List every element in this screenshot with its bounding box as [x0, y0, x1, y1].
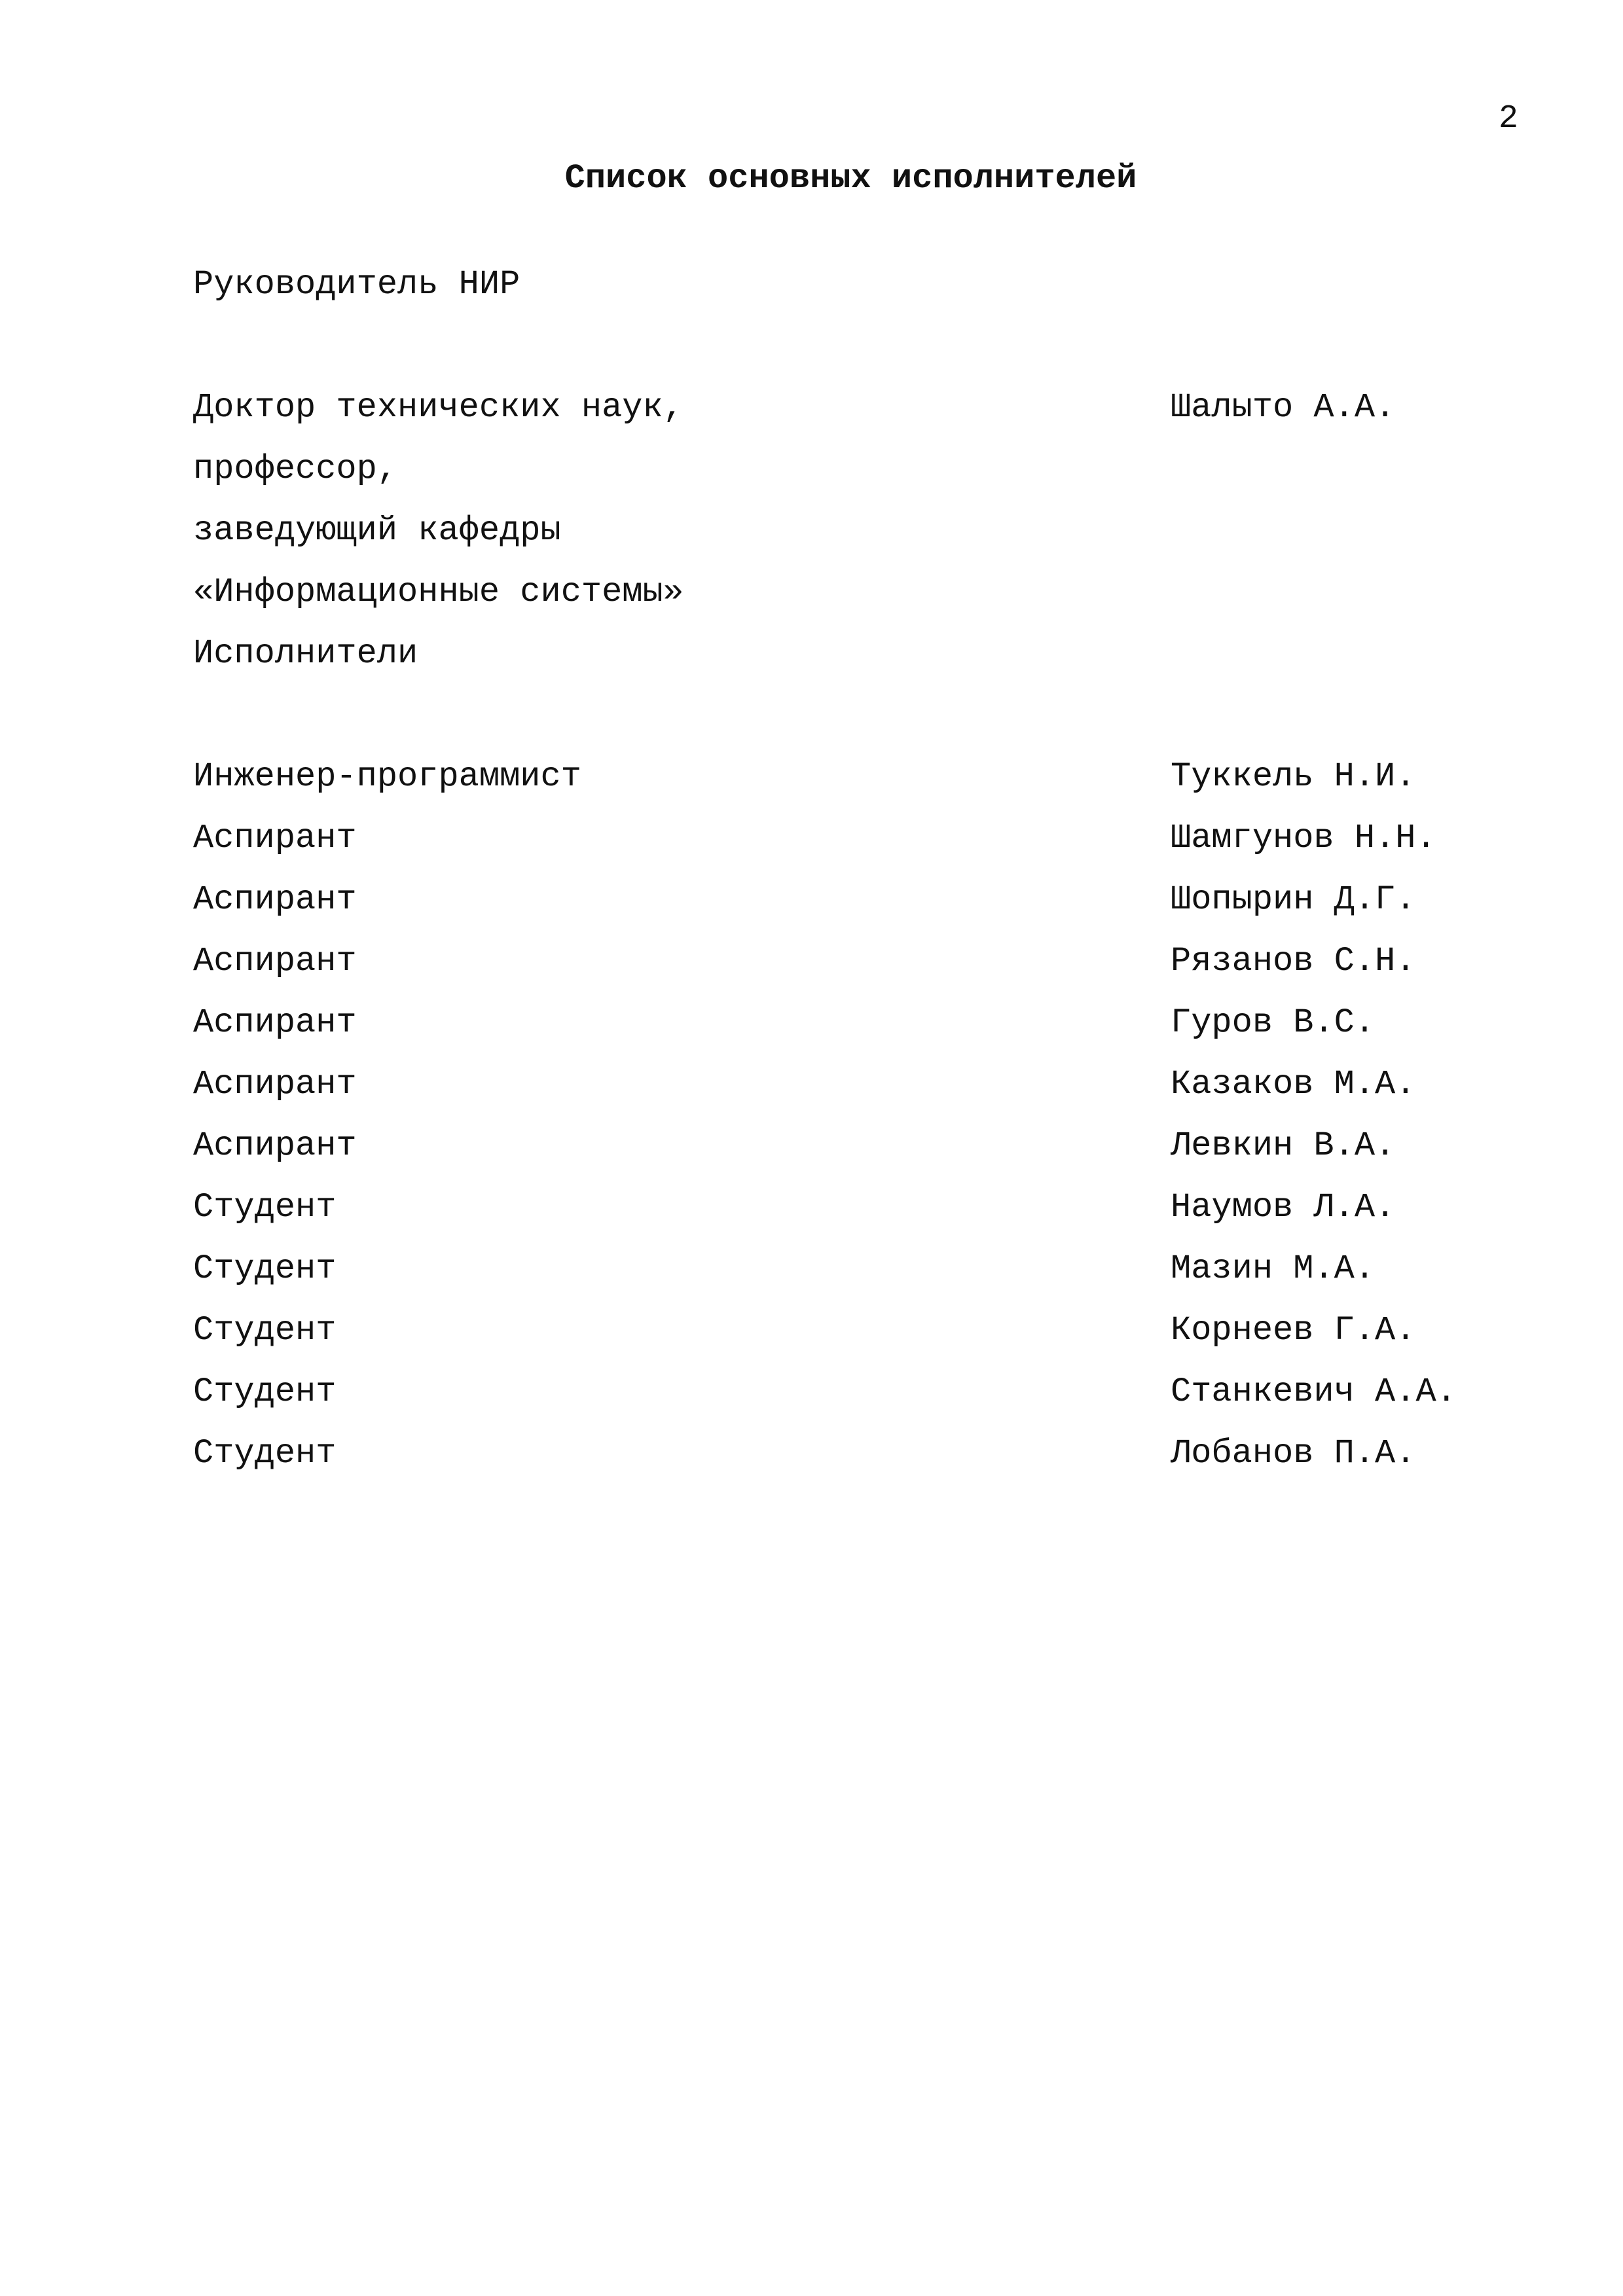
- performer-name: Казаков М.А.: [1171, 1065, 1416, 1103]
- head-credentials-line: профессор,: [193, 450, 398, 488]
- performer-name: Лобанов П.А.: [1171, 1434, 1416, 1473]
- performer-name: Станкевич А.А.: [1171, 1372, 1457, 1411]
- head-credentials-line: Доктор технических наук,: [193, 388, 684, 427]
- performer-name: Корнеев Г.А.: [1171, 1311, 1416, 1350]
- head-name: Шалыто А.А.: [1171, 388, 1396, 427]
- performer-role: Студент: [193, 1434, 337, 1473]
- performer-name: Наумов Л.А.: [1171, 1188, 1396, 1227]
- performer-name: Мазин М.А.: [1171, 1249, 1376, 1288]
- performer-role: Аспирант: [193, 819, 357, 857]
- performer-role: Студент: [193, 1372, 337, 1411]
- performer-role: Студент: [193, 1188, 337, 1227]
- performer-name: Шопырин Д.Г.: [1171, 880, 1416, 919]
- performer-role: Аспирант: [193, 942, 357, 980]
- performer-name: Левкин В.А.: [1171, 1126, 1396, 1165]
- performers-label: Исполнители: [193, 634, 418, 673]
- performer-role: Аспирант: [193, 1003, 357, 1042]
- performer-role: Аспирант: [193, 880, 357, 919]
- performer-role: Аспирант: [193, 1126, 357, 1165]
- page-title: Список основных исполнителей: [564, 159, 1137, 198]
- performer-role: Аспирант: [193, 1065, 357, 1103]
- performer-name: Туккель Н.И.: [1171, 757, 1416, 796]
- performer-name: Гуров В.С.: [1171, 1003, 1376, 1042]
- performer-name: Рязанов С.Н.: [1171, 942, 1416, 980]
- head-section-label: Руководитель НИР: [193, 265, 520, 304]
- performer-role: Инженер-программист: [193, 757, 581, 796]
- performer-role: Студент: [193, 1311, 337, 1350]
- performer-role: Студент: [193, 1249, 337, 1288]
- performer-name: Шамгунов Н.Н.: [1171, 819, 1436, 857]
- head-credentials-line: заведующий кафедры: [193, 511, 561, 550]
- page-number: 2: [1498, 100, 1518, 137]
- head-credentials-line: «Информационные системы»: [193, 573, 684, 611]
